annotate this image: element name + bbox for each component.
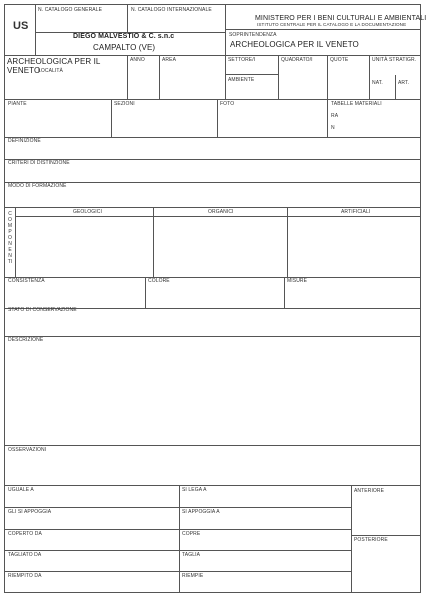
criteri-label: CRITERI DI DISTINZIONE — [8, 160, 70, 166]
divider — [5, 529, 351, 530]
divider — [351, 535, 421, 536]
osservazioni-label: OSSERVAZIONI — [8, 447, 47, 453]
divider — [217, 99, 218, 137]
divider — [225, 5, 226, 55]
soprintendenza-label: SOPRINTENDENZA — [229, 32, 277, 38]
site-name-line1: ARCHEOLOGICA PER IL — [7, 57, 101, 66]
divider — [287, 207, 288, 277]
divider — [327, 99, 328, 137]
divider — [351, 485, 352, 593]
divider — [145, 277, 146, 308]
si-lega-a-label: SI LEGA A — [182, 487, 207, 493]
anteriore-label: ANTERIORE — [354, 488, 385, 494]
n-label: N — [331, 125, 335, 131]
divider — [127, 5, 128, 32]
descrizione-label: DESCRIZIONE — [8, 337, 44, 343]
printer-place: CAMPALTO (VE) — [93, 43, 156, 52]
tagliato-da-label: TAGLIATO DA — [8, 552, 42, 558]
catalogo-internazionale-label: N. CATALOGO INTERNAZIONALE — [131, 7, 212, 13]
localita-label: LOCALITÀ — [38, 68, 63, 74]
area-label: AREA — [162, 57, 177, 63]
foto-label: FOTO — [220, 101, 235, 107]
divider — [127, 55, 128, 99]
gli-si-appoggia-label: GLI SI APPOGGIA — [8, 509, 52, 515]
divider — [15, 207, 16, 277]
divider — [5, 99, 421, 100]
divider — [179, 485, 180, 593]
divider — [15, 216, 421, 217]
copre-label: COPRE — [182, 531, 201, 537]
modo-formazione-label: MODO DI FORMAZIONE — [8, 183, 67, 189]
art-label: ART. — [398, 80, 410, 86]
divider — [153, 207, 154, 277]
divider — [5, 571, 351, 572]
divider — [5, 207, 421, 208]
divider — [284, 277, 285, 308]
divider — [5, 55, 421, 56]
stato-conservazione-label: STATO DI CONSERVAZIONE — [8, 307, 77, 313]
divider — [5, 137, 421, 138]
colore-label: COLORE — [148, 278, 170, 284]
quadrati-label: QUADRATO/I — [281, 57, 313, 63]
divider — [225, 55, 226, 99]
divider — [5, 336, 421, 337]
site-name-line2: VENETO — [7, 66, 41, 75]
sezioni-label: SEZIONI — [114, 101, 135, 107]
istituto-subtitle: ISTITUTO CENTRALE PER IL CATALOGO E LA DOCUMENTAZIONE — [257, 22, 407, 27]
si-appoggia-a-label: SI APPOGGIA A — [182, 509, 220, 515]
divider — [395, 75, 396, 99]
consistenza-label: CONSISTENZA — [8, 278, 45, 284]
coperto-da-label: COPERTO DA — [8, 531, 42, 537]
unita-stratigrafica-label: UNITÀ STRATIGR. — [372, 57, 417, 63]
tabelle-materiali-label: TABELLE MATERIALI — [331, 101, 382, 107]
ambiente-label: AMBIENTE — [228, 77, 255, 83]
divider — [369, 55, 370, 99]
misure-label: MISURE — [287, 278, 308, 284]
ra-label: RA — [331, 113, 339, 119]
us-code: US — [13, 20, 29, 32]
divider — [5, 277, 421, 278]
soprintendenza-value: ARCHEOLOGICA PER IL VENETO — [230, 40, 359, 49]
ministero-title: MINISTERO PER I BENI CULTURALI E AMBIENTALI — [255, 15, 427, 22]
riempito-da-label: RIEMPITO DA — [8, 573, 42, 579]
divider — [225, 29, 421, 30]
catalogo-generale-label: N. CATALOGO GENERALE — [38, 7, 103, 13]
divider — [5, 507, 351, 508]
componenti-side-label: COMPONENTI — [7, 211, 13, 265]
organici-label: ORGANICI — [208, 209, 234, 215]
divider — [35, 5, 36, 55]
divider — [5, 550, 351, 551]
divider — [159, 55, 160, 99]
anno-label: ANNO — [130, 57, 145, 63]
artificiali-label: ARTIFICIALI — [341, 209, 371, 215]
nat-label: NAT. — [372, 80, 383, 86]
divider — [5, 485, 421, 486]
riempie-label: RIEMPIE — [182, 573, 204, 579]
settore-label: SETTORE/I — [228, 57, 256, 63]
piante-label: PIANTE — [8, 101, 27, 107]
definizione-label: DEFINIZIONE — [8, 138, 41, 144]
uguale-a-label: UGUALE A — [8, 487, 34, 493]
quote-label: QUOTE — [330, 57, 349, 63]
divider — [111, 99, 112, 137]
printer-name: DIEGO MALVESTIO & C. s.n.c — [73, 33, 175, 40]
divider — [278, 55, 279, 99]
divider — [5, 445, 421, 446]
divider — [5, 182, 421, 183]
geologici-label: GEOLOGICI — [73, 209, 102, 215]
divider — [225, 74, 278, 75]
taglia-label: TAGLIA — [182, 552, 201, 558]
us-record-form — [4, 4, 427, 593]
divider — [327, 55, 328, 99]
posteriore-label: POSTERIORE — [354, 537, 388, 543]
